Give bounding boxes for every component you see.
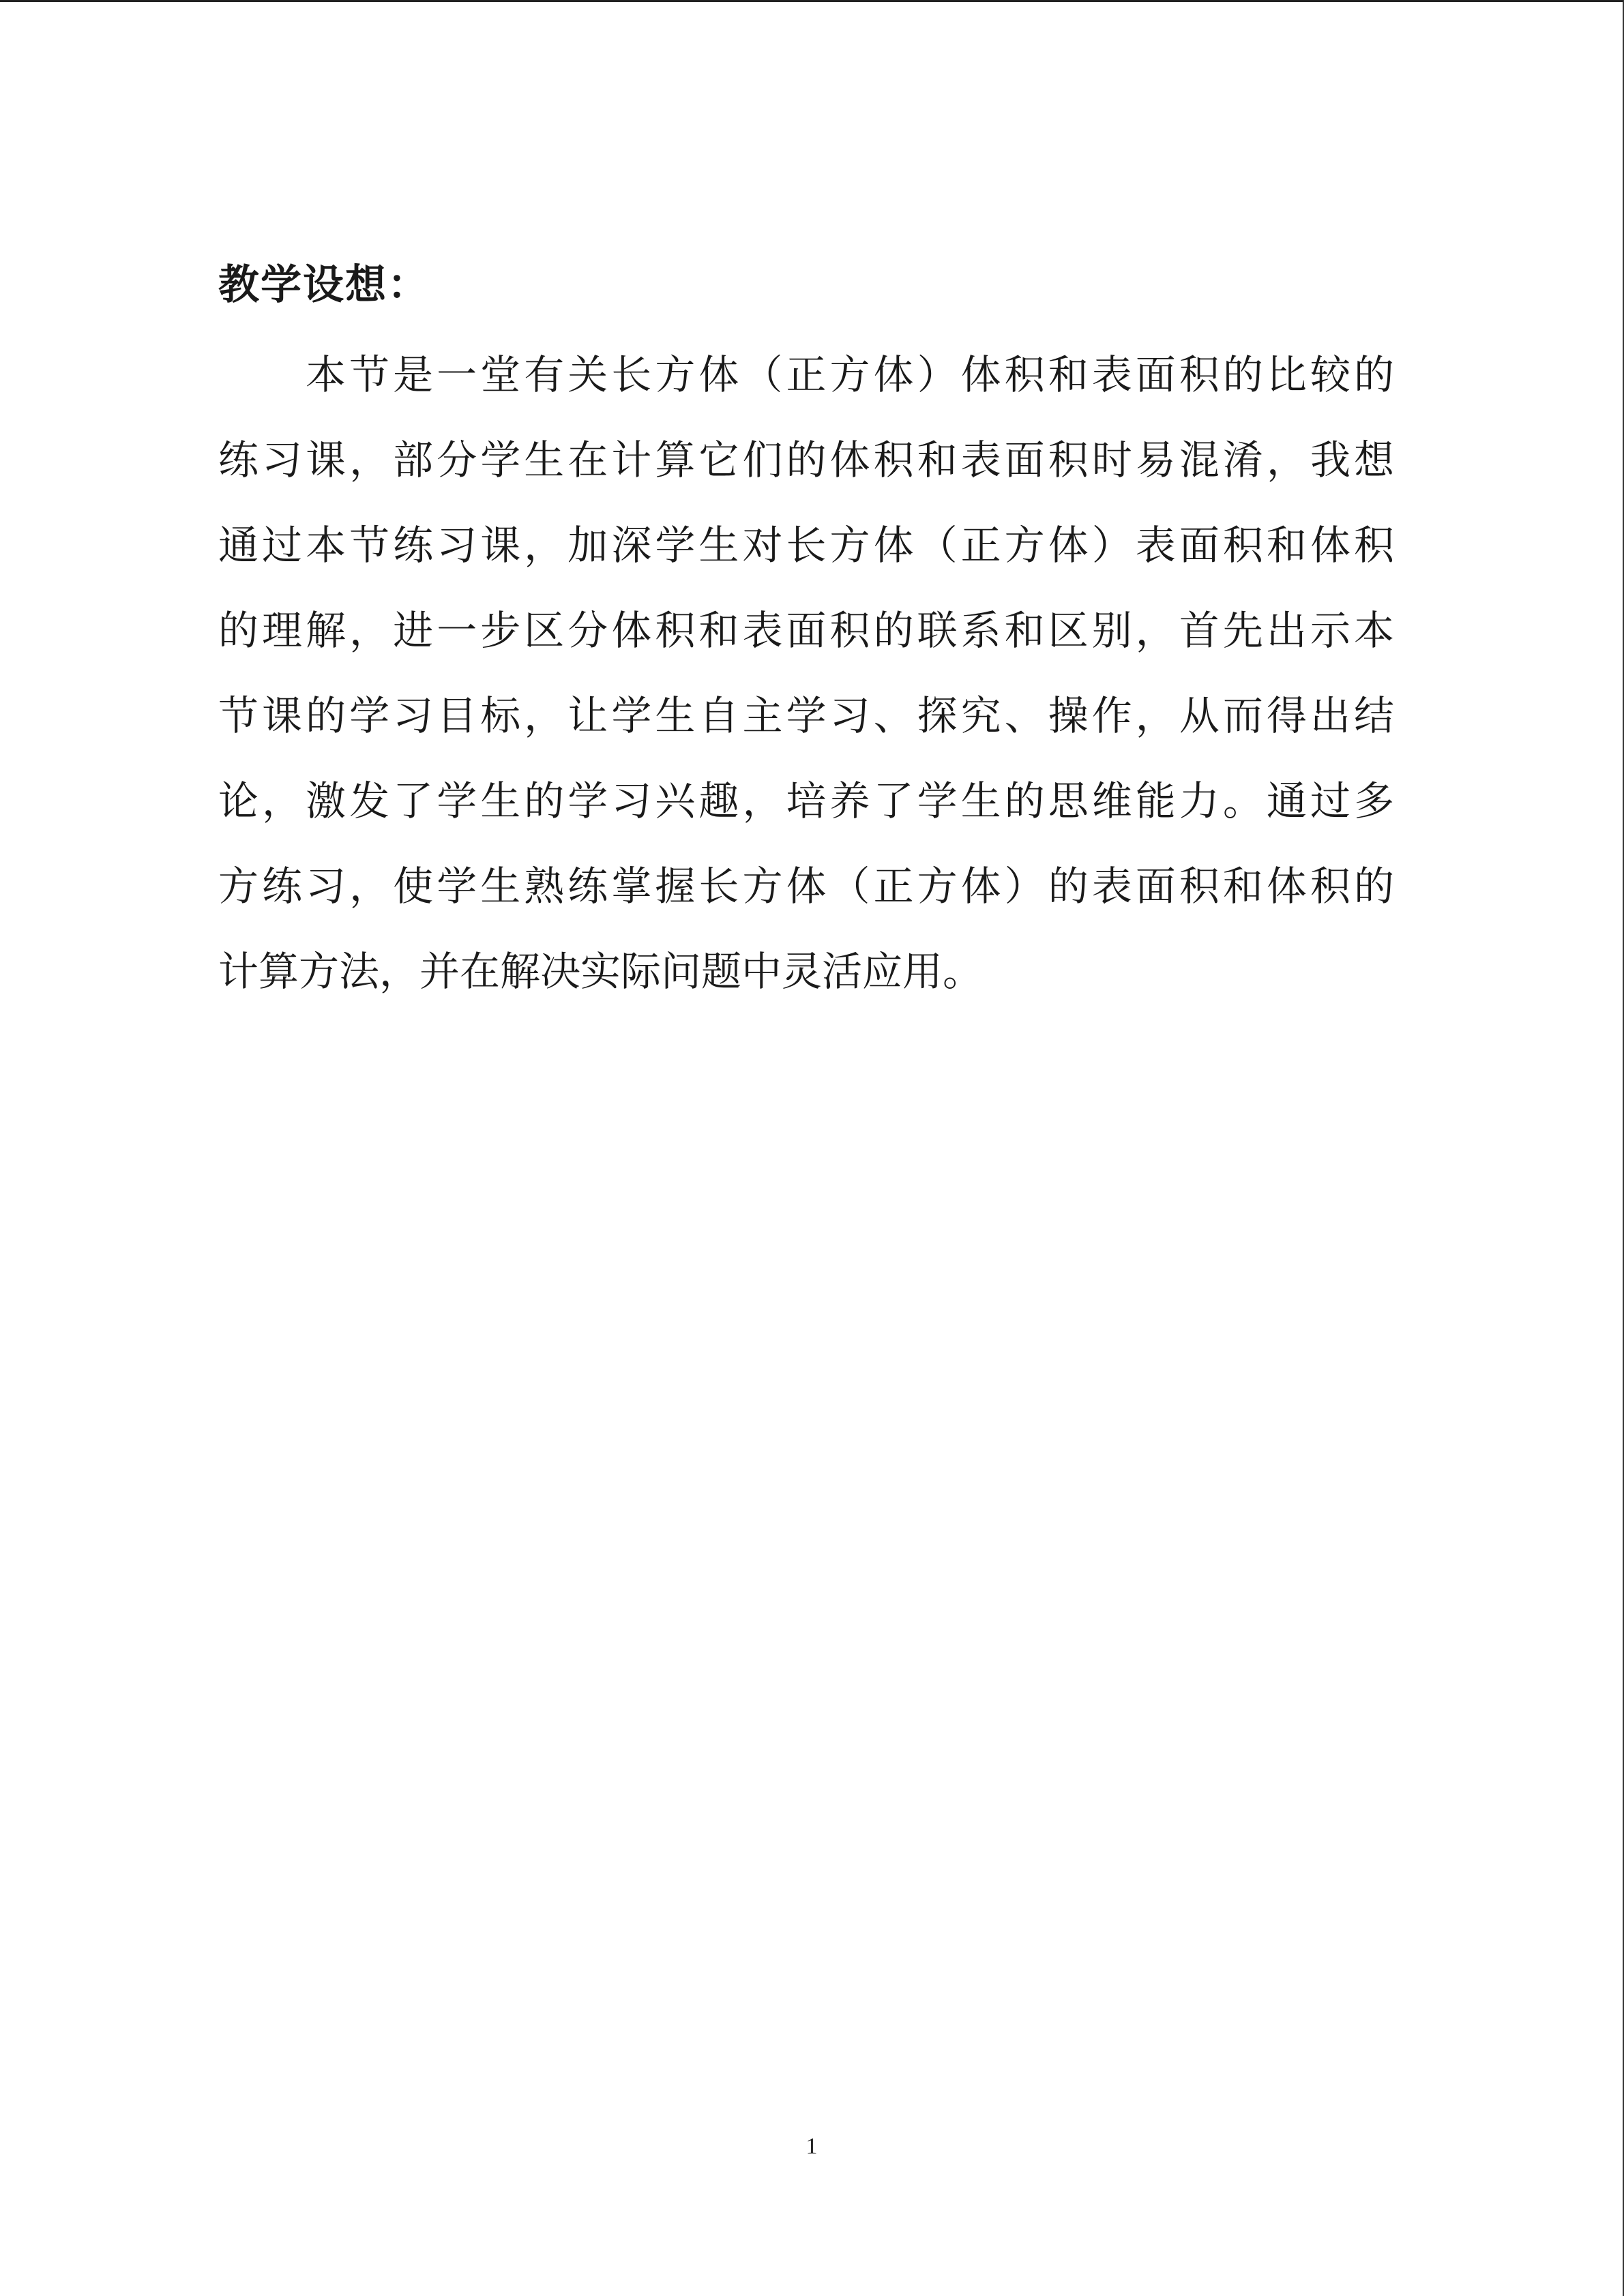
paragraph-line: 练习课，部分学生在计算它们的体积和表面积时易混淆，我想 <box>218 436 1394 483</box>
page-number: 1 <box>806 2134 818 2159</box>
page-top-border <box>0 0 1624 2</box>
paragraph-line: 计算方法，并在解决实际问题中灵活应用。 <box>218 948 984 995</box>
paragraph-line: 的理解，进一步区分体积和表面积的联系和区别，首先出示本 <box>218 607 1394 654</box>
paragraph-line: 论，激发了学生的学习兴趣，培养了学生的思维能力。通过多 <box>218 777 1394 824</box>
paragraph-line: 方练习，使学生熟练掌握长方体（正方体）的表面积和体积的 <box>218 863 1394 910</box>
paragraph-line: 节课的学习目标，让学生自主学习、探究、操作，从而得出结 <box>218 692 1394 739</box>
paragraph-line: 通过本节练习课，加深学生对长方体（正方体）表面积和体积 <box>218 522 1394 569</box>
paragraph-line: 本节是一堂有关长方体（正方体）体积和表面积的比较的 <box>306 351 1394 398</box>
section-heading: 教学设想： <box>218 261 430 309</box>
